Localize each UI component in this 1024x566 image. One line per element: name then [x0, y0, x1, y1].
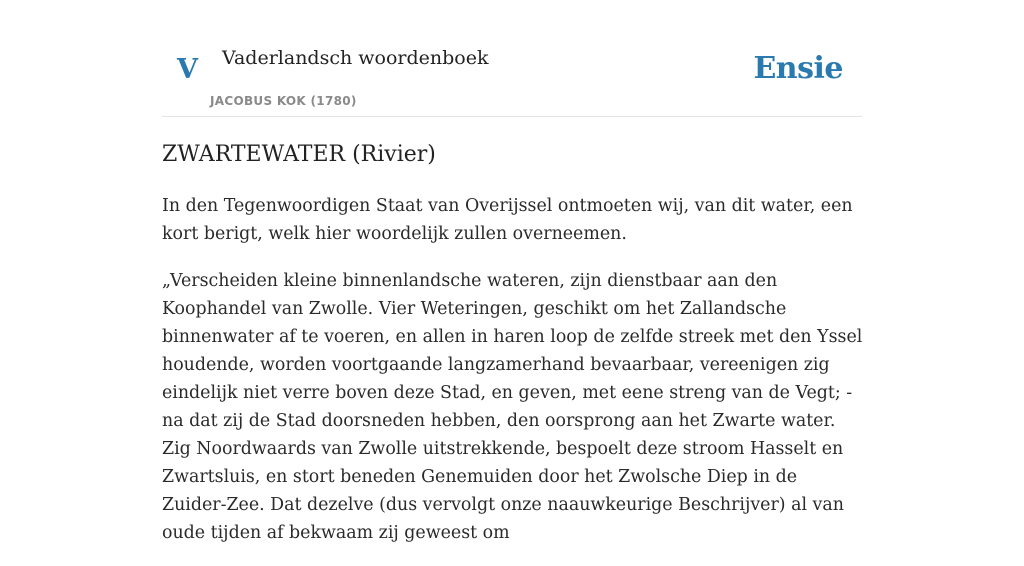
book-author: JACOBUS KOK (1780) — [210, 94, 357, 108]
ensie-logo-link[interactable]: Ensie — [753, 51, 843, 86]
entry-paragraph: „Verscheiden kleine binnenlandsche wateren, zijn dienstbaar aan den Koophandel van Zwolle. Vier Weteringen, geschikt om het Zallandsche binnenwater af te voeren, en allen in haren loop de zelfde streek met den Yssel houdende, worden voortgaande langzamerhand bevaarbaar, vereenigen zig eindelijk niet verre boven deze Stad, en geven, met eene streng van de Vegt; - na dat zij de Stad doorsneden hebben, den oorsprong aan het Zwarte water. Zig Noordwaards van Zwolle uitstrekkende, bespoelt deze stroom Hasselt en Zwartsluis, en stort beneden Genemuiden door het Zwolsche Diep in de Zuider-Zee. Dat dezelve (dus vervolgt onze naauwkeurige Beschrijver) al van oude tijden af bekwaam zij geweest om — [162, 271, 863, 543]
book-header — [162, 0, 862, 117]
book-title-link[interactable]: Vaderlandsch woordenboek — [222, 47, 489, 69]
entry-title: ZWARTEWATER (Rivier) — [162, 142, 436, 167]
entry-paragraph: In den Tegenwoordigen Staat van Overijssel ontmoeten wij, van dit water, een kort berigt, welk hier woordelijk zullen overneemen. — [162, 196, 853, 244]
entry-content — [162, 192, 866, 566]
volume-letter: V — [177, 54, 198, 85]
page — [162, 0, 863, 543]
